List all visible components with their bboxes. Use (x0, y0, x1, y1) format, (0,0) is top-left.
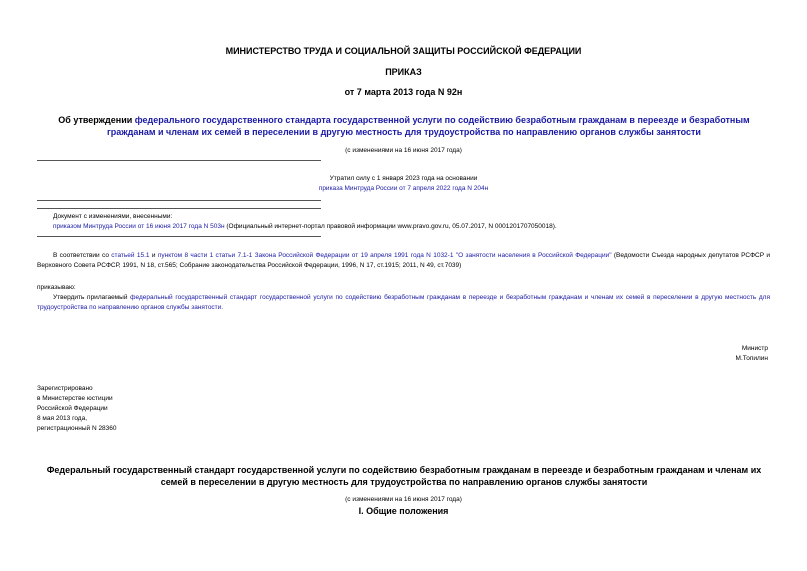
standard-heading: Федеральный государственный стандарт государственной услуги по содействию безработным гражданам в переезде и безработным гражданам и членам их семей в переселении в другую местность для трудоустройства по направлению органов службы занятости (46, 465, 762, 487)
employment-law-link[interactable]: Закона Российской Федерации от 19 апреля 1991 года N 1032-1 "О занятости населения в Российской Федерации" (254, 252, 612, 259)
revision-note: (с изменениями на 16 июня 2017 года) (345, 147, 462, 154)
registration-line: Российской Федерации (37, 405, 108, 412)
standard-revision-note: (с изменениями на 16 июня 2017 года) (345, 496, 462, 503)
ministry-heading: МИНИСТЕРСТВО ТРУДА И СОЦИАЛЬНОЙ ЗАЩИТЫ РОССИЙСКОЙ ФЕДЕРАЦИИ (225, 46, 582, 56)
section-heading: I. Общие положения (358, 506, 449, 516)
article-7-1-1-link[interactable]: пунктом 8 части 1 статьи 7.1-1 (157, 252, 253, 259)
repeal-order-link[interactable]: приказа Минтруда России от 7 апреля 2022 года N 204н (318, 185, 489, 192)
registration-line: регистрационный N 28360 (37, 425, 117, 432)
approved-standard-link[interactable]: федеральный государственный стандарт государственной услуги по содействию безработным гражданам в переезде и безработным гражданам и членам их семей в переселении в другую местность для трудоустройства по направлению органов службы занятости. (37, 294, 770, 311)
divider (37, 160, 321, 161)
doc-date-number: от 7 марта 2013 года N 92н (344, 87, 463, 97)
article-15-1-link[interactable]: статьей 15.1 (111, 252, 150, 259)
changes-line (53, 222, 783, 232)
basis-text: (Ведомости Съезда народных депутатов РСФСР и Верховного Совета РСФСР, 1991, N 18, ст.565; Собрание законодательства Российской Федерации, 1996, N 17, ст.1915; 2011, N 49, ст.7039) (37, 252, 771, 269)
divider (37, 208, 321, 209)
divider (37, 200, 321, 201)
amending-order-link[interactable]: приказом Минтруда России от 16 июня 2017 года N 503н (53, 223, 225, 230)
basis-paragraph (37, 251, 770, 271)
order-title (36, 114, 772, 138)
order-title-prefix: Об утверждении (58, 115, 135, 125)
changes-label: Документ с изменениями, внесенными: (53, 213, 173, 220)
registration-line: 8 мая 2013 года, (37, 415, 88, 422)
approve-paragraph (37, 293, 770, 313)
changes-source: (Официальный интернет-портал правовой информации www.pravo.gov.ru, 05.07.2017, N 0001201707050018). (224, 223, 557, 230)
basis-text: и (149, 252, 158, 259)
standard-title-link[interactable]: федерального государственного стандарта государственной услуги по содействию безработным гражданам в переезде и безработным гражданам и членам их семей в переселении в другую местность для трудоустройства по направлению органов службы занятости (107, 115, 750, 137)
divider (37, 236, 321, 237)
approve-text: Утвердить прилагаемый (53, 294, 131, 301)
registration-block (37, 384, 117, 434)
registration-line: Зарегистрировано (37, 385, 93, 392)
registration-line: в Министерстве юстиции (37, 395, 113, 402)
signature-name: М.Топилин (735, 355, 768, 362)
signature-position: Министр (741, 345, 768, 352)
expired-notice-link-line (0, 184, 807, 194)
doc-type-heading: ПРИКАЗ (385, 67, 422, 77)
order-word: приказываю: (37, 284, 76, 291)
expired-notice: Утратил силу с 1 января 2023 года на основании (329, 175, 478, 182)
basis-text: В соответствии со (53, 252, 112, 259)
